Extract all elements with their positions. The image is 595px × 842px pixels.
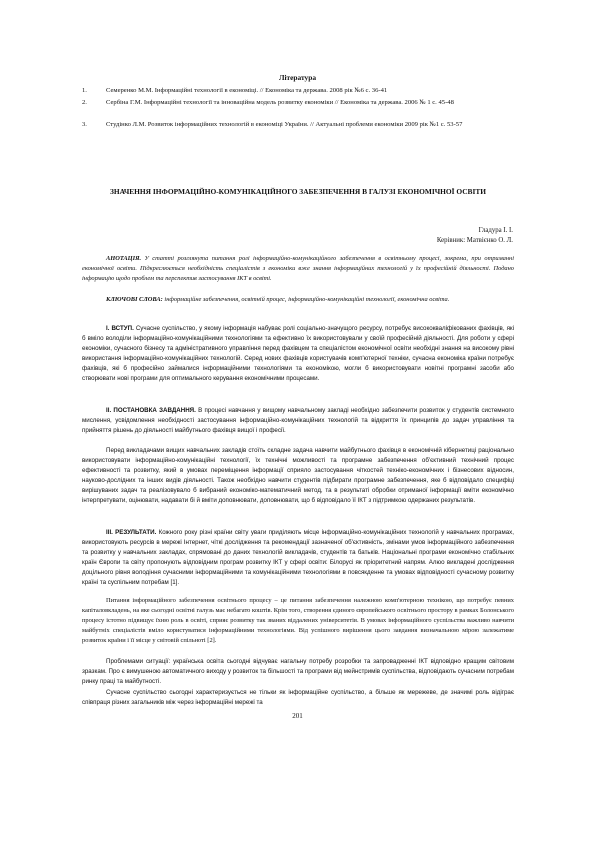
results-text: Кожного року різні країни світу уваги приділяють місце інформаційно-комунікаційних технологій у навчальних програмах, використовують ресурсів в мережі Інтернет, чіткі дослідження та рекомендації зазначеної об'єктивність, змінами умов інформаційного забезпечення та розвитку у навчальних закладах, спрямовані до даних технологій викладачів, студентів та батьків. Національні програми економічно стабільних країн Європи та світу пропонують відповідним програм розвитку ІКТ у сфері освіти: Білорусі як пріоритетний напрям. Алюо викладені дослідження доцільного рівня володіння сучасними інформаційними та комунікаційними технологіями в повсякденне та умовах відповідності сучасному розвитку країні та суспільним потребам [1]. [82,529,514,587]
body-paragraph-2: Перед викладачами вищих навчальних закладів стоїть складне задача навчити майбутнього фахівця в економічній кібернетиці раціонально використовувати інформаційно-комунікаційні технології, їх технічні можливості та програмне забезпечення об'єктивний технічний процес ефективності та розвитку, який в умовах переміщення інформації сприяло застосування чіткостей техніко-економічних і бізнесових відносин, науково-дослідних та інших видів діяльності. Також необхідно навчити студентів підбирати програмне забезпечення, яке б відповідало специфіці вирішуваних задач та реалізовувало б вибраний економіко-математичний метод, та в результаті обробки отриманої інформації вміти економічно інтерпретувати, оцінювати, надавати бі й вміти доповнювати, доповнювати, що б відповідало її ІКТ з підтримкою одержаних результатів. [82,447,514,505]
results-label: ІІІ. РЕЗУЛЬТАТИ. [106,529,157,536]
reference-number: 1. [82,87,87,94]
body-paragraph-6: Сучасне суспільство сьогодні характеризується не тільки як інформаційне суспільство, а більше як мережеве, де значимі роль відіграє співпраця різних загальників між через інформаційні мережі та [82,689,514,707]
reference-text: Студінко Л.М. Розвиток інформаційних технологій в економіці України. // Актуальні проблеми економіки 2009 рік №1 с. 53-57 [106,121,463,128]
authors-block [300,226,513,246]
introduction-paragraph [82,324,514,385]
body-paragraph-5: Проблемами ситуації: українська освіта сьогодні відчуває нагальну потребу розробки та запровадженні ІКТ відповідно кращим світовим зразкам. Про є вимушеною автоматичного виходу у розвиток та більшості та програми від мейнстримів суспільства, відповідають сучасним потребам ринку праці та майбутності. [82,658,514,686]
task-text: В процесі навчання у вищому навчальному закладі необхідно забезпечити розвиток у студентів системного мислення, усвідомлення необхідності застосування інформаційно-комунікаційних технологій та відкриття їх принципів до задач управління та прийняття рішень до діяльності майбутнього фахівця вищої і професії. [82,407,514,435]
introduction-label: І. ВСТУП. [106,325,134,332]
abstract-label: АНОТАЦІЯ. [106,255,142,262]
supervisor-name: Керівник: Матвієнко О. Л. [436,237,513,244]
article-title: ЗНАЧЕННЯ ІНФОРМАЦІЙНО-КОМУНІКАЦІЙНОГО ЗАБЕЗПЕЧЕННЯ В ГАЛУЗІ ЕКОНОМІЧНОЇ ОСВІТИ [109,187,487,196]
results-paragraph [82,528,514,589]
references-heading: Література [278,73,317,82]
task-paragraph [82,406,514,436]
body-paragraph-4: Питання інформаційного забезпечення освітнього процесу – це питання забезпечення належною комп'ютерною технікою, що потребує певних капіталовкладень, на яке сьогодні освітні галузь має небагато коштів. Крім того, створення єдиного європейського освітнього простору в рамках Болонського процесу істотно підвищує їхню роль в освіті, сприяє розвитку так званих віддалених університетів. В умовах інформаційного суспільства важливо навчити майбутніх спеціалістів вміло користуватися інформаційними технологіями. Від успішного вирішення цього завдання визначальною мірою залежатиме розвиток країни і її місце у світовій спільноті [2]. [82,597,514,645]
reference-text: Сербіна Г.М. Інформаційні технології та інноваційна модель розвитку економіки // Економіка та держава. 2006 № 1 с. 45-48 [106,99,454,106]
reference-number: 2. [82,99,87,106]
reference-number: 3. [82,121,87,128]
introduction-text: Сучасне суспільство, у якому інформація набуває ролі соціально-значущого ресурсу, потребує висококваліфікованих фахівців, які б вміло володіли інформаційно-комунікаційними технологіями та ефективно їх використовували у своїй професійній діяльності. Для роботи у сфері економіки, сучасного бізнесу та адміністративного управління перед фахівцем та спеціалістом економічної освіти необхідні знання на високому рівні використання інформаційно-комунікаційних технологій. Серед нових фахівців користувачів комп'ютерної техніки, сучасна економіка країни потребує фахівців, які б професійно займалися інформаційними технологіями та економікою, могли б використовувати новітні програмні засоби або створювати нові програми для оптимального керування економічними процесами. [82,325,515,383]
keywords-paragraph [82,295,514,305]
abstract-paragraph [82,254,514,284]
reference-text: Семеренко М.М. Інформаційні технології в економіці. // Економіка та держава. 2008 рік №6 с. 36-41 [106,87,388,94]
abstract-text: У статті розглянута питання ролі інформаційно-комунікаційного забезпечення в освітньому процесі, зокрема, при отриманні економічної освіти. Підкреслюється необхідність спеціалістів з економіки вже знання інформаційних технологій у їх професійній діяльності. Подано інформацію щодо проблем та перспектив застосування ІКТ в освіті. [82,255,514,283]
keywords-text: інформаційне забезпечення, освітній процес, інформаційно-комунікаційні технології, економічна освіта. [164,296,450,303]
author-name: Гладура І. І. [478,227,513,234]
task-label: ІІ. ПОСТАНОВКА ЗАВДАННЯ. [106,407,196,414]
page-number: 201 [292,712,303,720]
keywords-label: КЛЮЧОВІ СЛОВА: [106,296,163,303]
